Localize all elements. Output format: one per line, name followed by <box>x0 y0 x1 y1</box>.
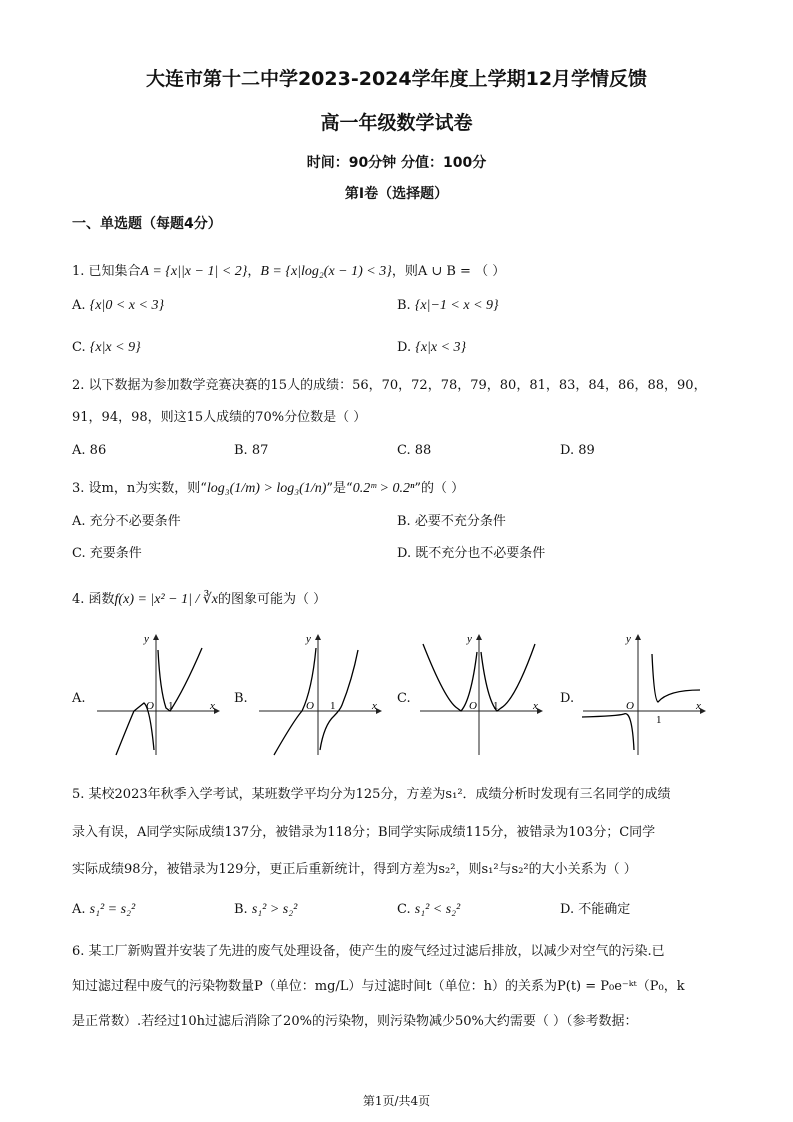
q3-option-a: A. 充分不必要条件 <box>72 514 181 529</box>
q6-line1: 6. 某工厂新购置并安装了先进的废气处理设备，使产生的废气经过过滤后排放，以减少对空气的污染.已 <box>72 944 665 959</box>
exam-info: 时间：90分钟 分值：100分 <box>306 155 487 171</box>
q4-graph-b <box>254 630 389 760</box>
q6-line3: 是正常数）.若经过10h过滤后消除了20%的污染物，则污染物减少50%大约需要（ ）（参考数据： <box>72 1014 638 1029</box>
q1-option-a: A. {x|0 < x < 3} <box>72 298 165 313</box>
q4-graph-a-x: x <box>210 700 215 712</box>
q4-graph-b-y: y <box>306 633 311 645</box>
section-title: 一、单选题（每题4分） <box>72 216 222 232</box>
q4-stem: 4. 函数f(x) = |x² − 1| / ∛x的图象可能为（ ） <box>72 592 327 607</box>
q4-graph-b-origin: O <box>306 700 314 712</box>
q4-graph-a-origin: O <box>146 700 154 712</box>
q4-graph-b-x: x <box>372 700 377 712</box>
q3-option-d: D. 既不充分也不必要条件 <box>397 546 546 561</box>
q4-func: f(x) = |x² − 1| / ∛x <box>114 592 219 607</box>
q3-cond2: 0.2ᵐ > 0.2ⁿ <box>352 481 415 496</box>
q2-option-b: B. 87 <box>234 443 269 458</box>
q5-option-a: A. s₁² = s₂² <box>72 902 136 917</box>
q4-graph-d-one: 1 <box>656 714 662 726</box>
q1-stem: 1. 已知集合A = {x||x − 1| < 2}，B = {x|log₂(x − 1) < 3}，则A ∪ B = （ ） <box>72 264 506 279</box>
q5-option-c: C. s₁² < s₂² <box>397 902 461 917</box>
q1-stem-pre: 1. 已知集合 <box>72 264 141 279</box>
q1-set-b: B = {x|log₂(x − 1) < 3} <box>260 264 392 279</box>
q5-line2: 录入有误，A同学实际成绩137分，被错录为118分；B同学实际成绩115分，被错录为103分；C同学 <box>72 825 656 840</box>
q5-line1: 5. 某校2023年秋季入学考试，某班数学平均分为125分，方差为s₁²．成绩分析时发现有三名同学的成绩 <box>72 787 671 802</box>
exam-title: 大连市第十二中学2023-2024学年度上学期12月学情反馈 <box>145 68 648 90</box>
q4-graph-d-label: D. <box>560 691 575 706</box>
exam-subtitle: 高一年级数学试卷 <box>320 112 473 134</box>
q2-line1: 2. 以下数据为参加数学竞赛决赛的15人的成绩：56，70，72，78，79，80，81，83，84，86，88，90， <box>72 378 707 393</box>
q3-option-c: C. 充要条件 <box>72 546 142 561</box>
q6-line2: 知过滤过程中废气的污染物数量P（单位：mg/L）与过滤时间t（单位：h）的关系为P(t) = P₀e⁻ᵏᵗ（P₀，k <box>72 979 685 994</box>
q4-graph-c-one: 1 <box>493 700 499 712</box>
page-number: 第1页/共4页 <box>362 1094 431 1108</box>
q5-option-d: D. 不能确定 <box>560 902 631 917</box>
q3-cond1: log₃(1/m) > log₃(1/n) <box>206 481 327 496</box>
q4-graph-d-y: y <box>626 633 631 645</box>
volume-title: 第I卷（选择题） <box>344 186 449 202</box>
q4-graph-d-x: x <box>696 700 701 712</box>
q4-graph-d <box>578 630 713 760</box>
q2-option-d: D. 89 <box>560 443 595 458</box>
q4-graph-b-label: B. <box>234 691 248 706</box>
q1-stem-post: ，则A ∪ B = （ ） <box>391 264 506 279</box>
q4-graph-c <box>415 630 550 760</box>
q1-option-c: C. {x|x < 9} <box>72 340 141 355</box>
q4-graph-a <box>92 630 227 760</box>
q1-option-b: B. {x|−1 < x < 9} <box>397 298 499 313</box>
q4-graph-a-y: y <box>144 633 149 645</box>
q1-set-a: A = {x||x − 1| < 2} <box>140 264 248 279</box>
q1-option-d: D. {x|x < 3} <box>397 340 467 355</box>
q3-option-b: B. 必要不充分条件 <box>397 514 506 529</box>
q4-graph-c-origin: O <box>469 700 477 712</box>
q4-graph-a-label: A. <box>72 691 86 706</box>
q2-line2: 91，94，98，则这15人成绩的70%分位数是（ ） <box>72 410 367 425</box>
q4-graph-b-one: 1 <box>330 700 336 712</box>
q5-option-b: B. s₁² > s₂² <box>234 902 298 917</box>
q4-graph-c-x: x <box>533 700 538 712</box>
q4-graph-d-origin: O <box>626 700 634 712</box>
q2-option-c: C. 88 <box>397 443 432 458</box>
q4-graph-c-label: C. <box>397 691 411 706</box>
q4-graph-a-one: 1 <box>168 700 174 712</box>
q3-stem: 3. 设m，n为实数，则“log₃(1/m) > log₃(1/n)”是“0.2ᵐ > 0.2ⁿ”的（ ） <box>72 481 465 496</box>
q2-option-a: A. 86 <box>72 443 107 458</box>
q4-graph-c-y: y <box>467 633 472 645</box>
q5-line3: 实际成绩98分，被错录为129分，更正后重新统计，得到方差为s₂²，则s₁²与s₂²的大小关系为（ ） <box>72 862 637 877</box>
